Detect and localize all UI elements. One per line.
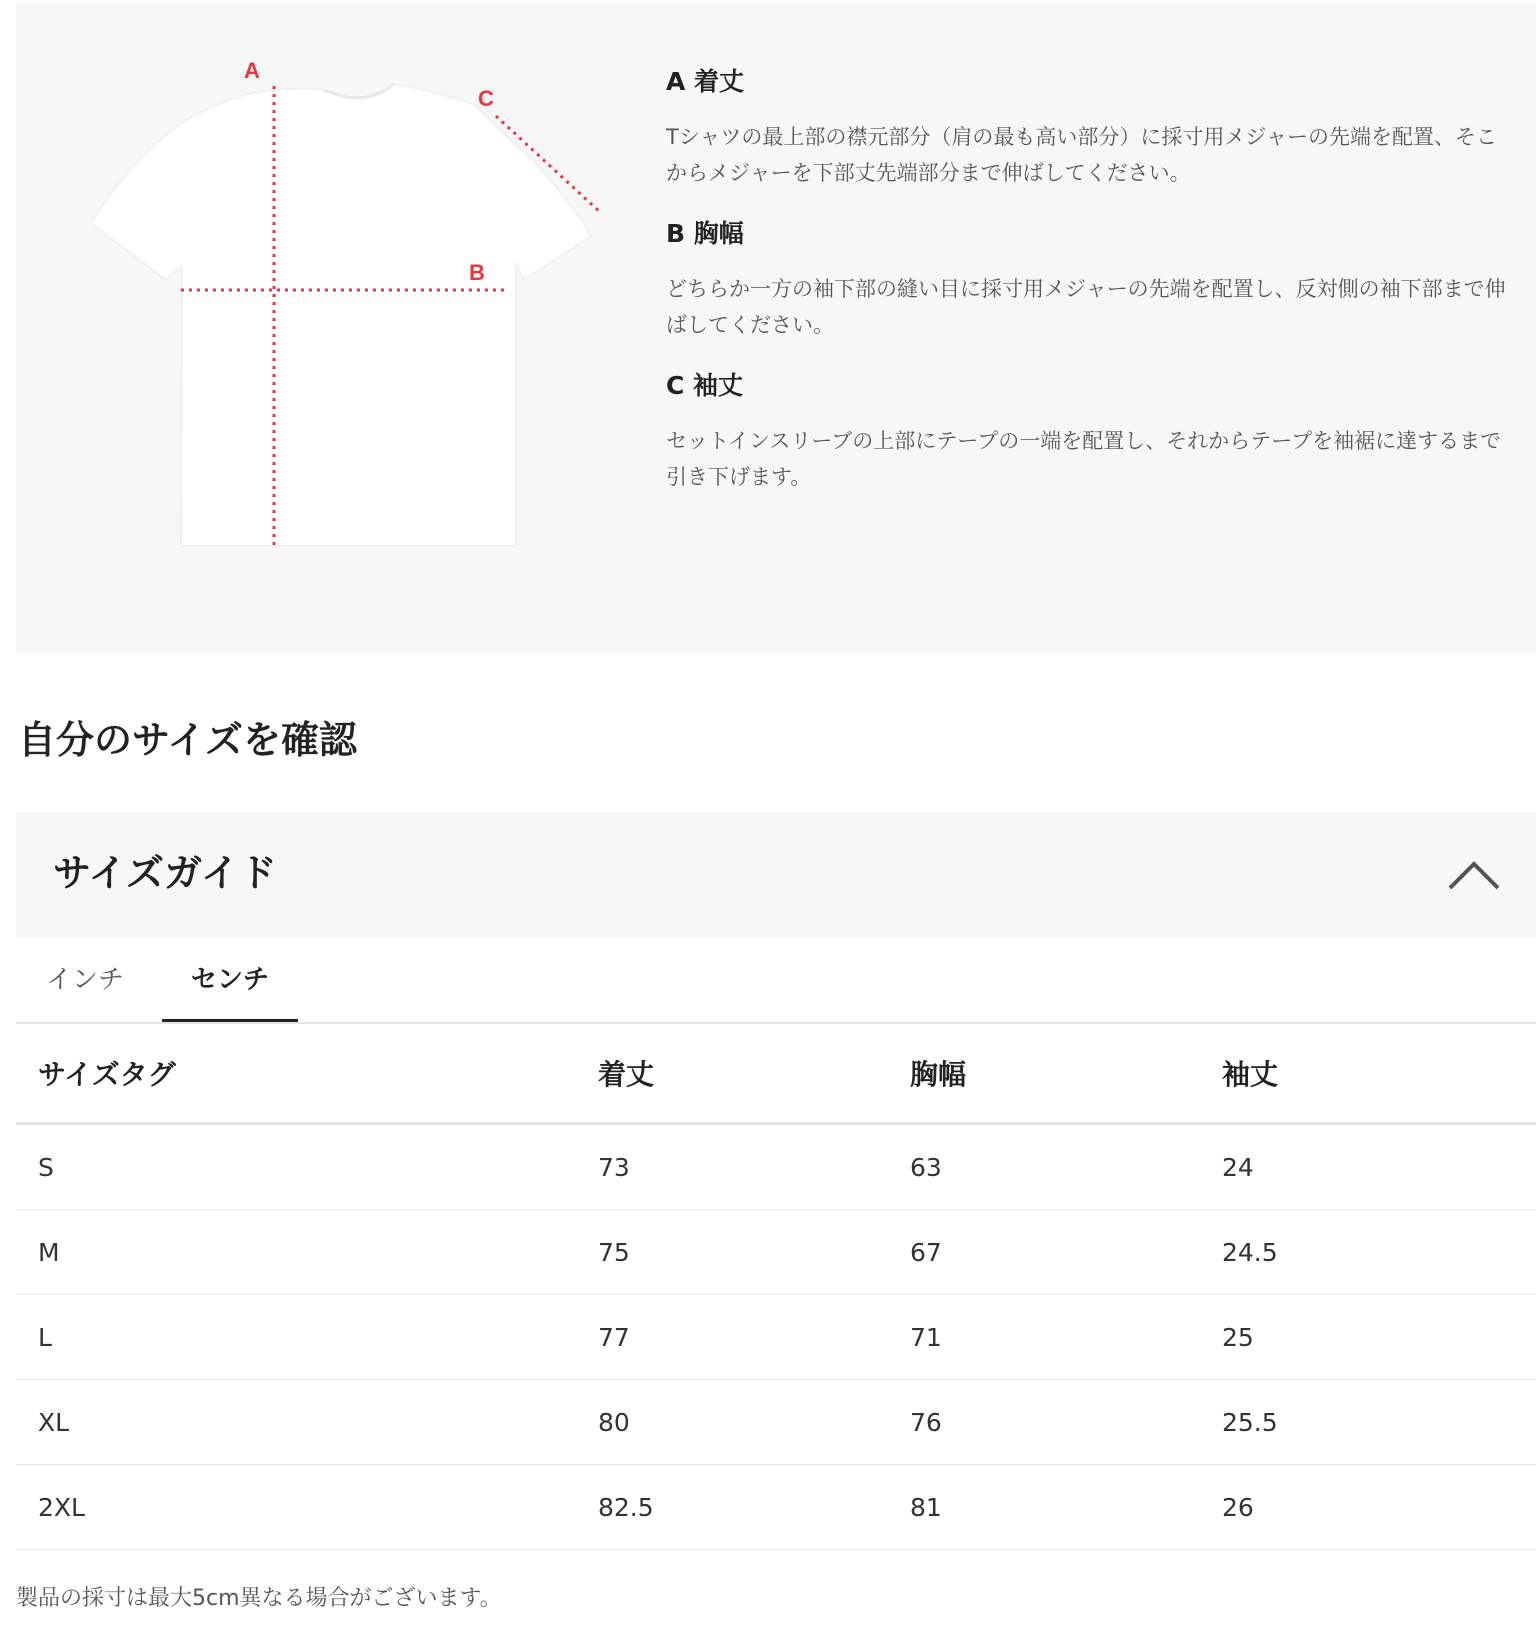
measurement-text: Tシャツの最上部の襟元部分（肩の最も高い部分）に採寸用メジャーの先端を配置、そこからメジャーを下部丈先端部分まで伸ばしてください。	[666, 125, 1497, 185]
measurement-descriptions	[666, 65, 1516, 521]
cell-sleeve: 26	[1222, 1465, 1536, 1550]
cell-length: 73	[598, 1124, 910, 1210]
cell-size: M	[16, 1210, 598, 1295]
header-chest: 胸幅	[910, 1024, 1222, 1124]
header-size-tag: サイズタグ	[16, 1024, 598, 1124]
chevron-up-icon[interactable]	[1444, 852, 1504, 896]
measurement-panel	[16, 3, 1536, 653]
cell-chest: 76	[910, 1380, 1222, 1465]
cell-size: L	[16, 1295, 598, 1380]
table-row	[16, 1210, 1536, 1295]
measurement-title: A 着丈	[666, 67, 745, 96]
tshirt-measurement-diagram	[76, 48, 636, 588]
cell-size: XL	[16, 1380, 598, 1465]
size-table	[16, 1024, 1536, 1550]
header-sleeve: 袖丈	[1222, 1024, 1536, 1124]
measurement-text: セットインスリーブの上部にテープの一端を配置し、それからテープを袖裾に達するまで引き下げます。	[666, 429, 1502, 489]
cell-size: S	[16, 1124, 598, 1210]
measurement-text: どちらか一方の袖下部の縫い目に採寸用メジャーの先端を配置し、反対側の袖下部まで伸ばしてください。	[666, 277, 1506, 337]
measurement-title: B 胸幅	[666, 219, 744, 248]
cell-chest: 67	[910, 1210, 1222, 1295]
cell-length: 77	[598, 1295, 910, 1380]
cell-sleeve: 25.5	[1222, 1380, 1536, 1465]
table-row	[16, 1295, 1536, 1380]
cell-sleeve: 24.5	[1222, 1210, 1536, 1295]
table-header-row	[16, 1024, 1536, 1124]
tshirt-illustration	[91, 84, 591, 546]
label-b: B	[469, 260, 485, 285]
footnote: 製品の採寸は最大5cm異なる場合がございます。	[16, 1586, 502, 1611]
cell-sleeve: 24	[1222, 1124, 1536, 1210]
size-guide-title: サイズガイド	[53, 851, 277, 895]
measurement-b	[666, 217, 1516, 343]
cell-chest: 63	[910, 1124, 1222, 1210]
cell-sleeve: 25	[1222, 1295, 1536, 1380]
cell-length: 80	[598, 1380, 910, 1465]
table-row	[16, 1465, 1536, 1550]
tab-inch[interactable]: インチ	[45, 965, 124, 995]
unit-tabs	[16, 938, 1536, 1024]
section-title: 自分のサイズを確認	[18, 718, 357, 762]
table-row	[16, 1124, 1536, 1210]
cell-length: 75	[598, 1210, 910, 1295]
header-length: 着丈	[598, 1024, 910, 1124]
measurement-a	[666, 65, 1516, 191]
cell-length: 82.5	[598, 1465, 910, 1550]
cell-chest: 81	[910, 1465, 1222, 1550]
measurement-c	[666, 369, 1516, 495]
label-c: C	[478, 86, 494, 111]
cell-chest: 71	[910, 1295, 1222, 1380]
cell-size: 2XL	[16, 1465, 598, 1550]
measurement-title: C 袖丈	[666, 371, 744, 400]
table-row	[16, 1380, 1536, 1465]
size-guide-header[interactable]	[16, 812, 1536, 938]
label-a: A	[244, 58, 260, 83]
tab-centimeter[interactable]: センチ	[162, 938, 298, 1022]
